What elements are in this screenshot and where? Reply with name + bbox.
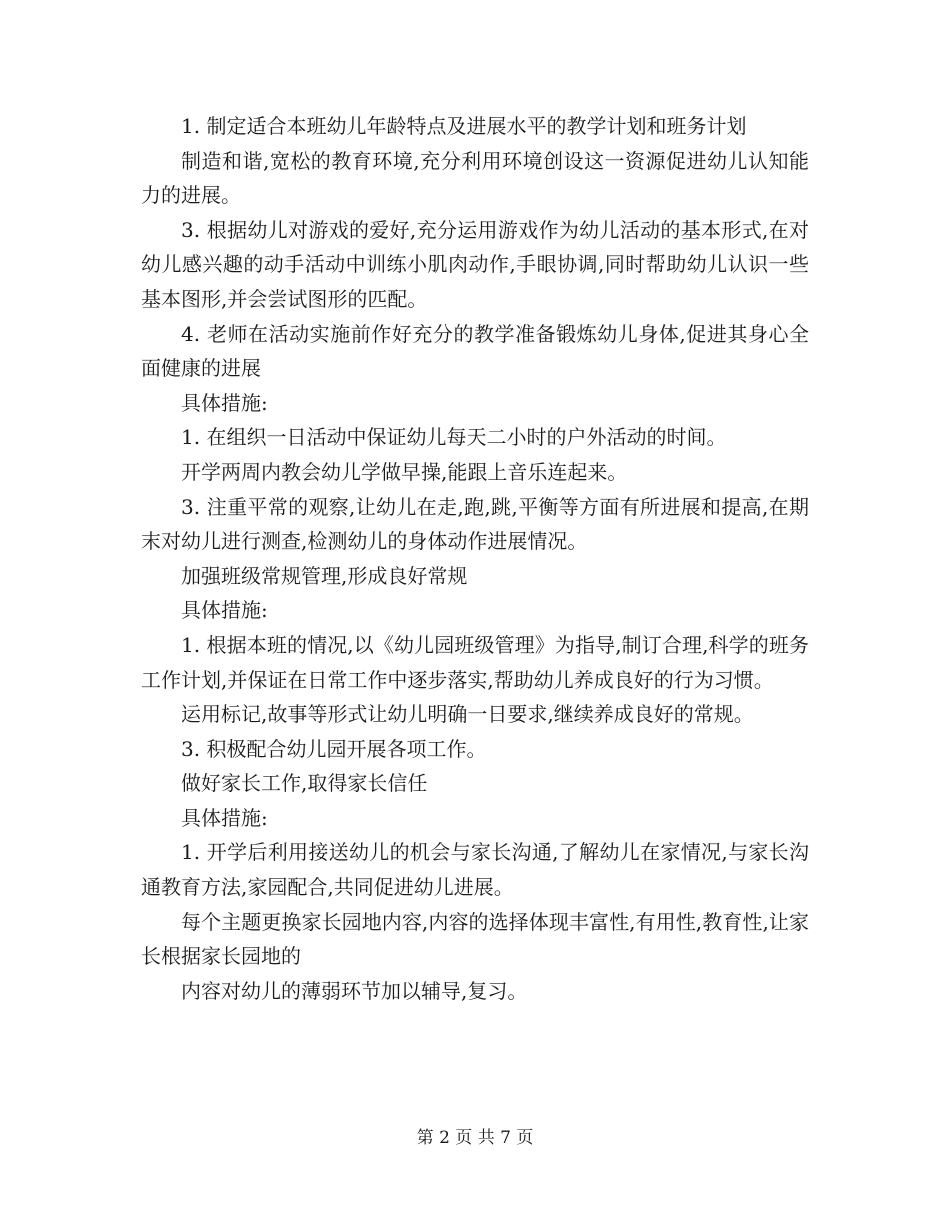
- heading-measures-3: 具体措施:: [181, 805, 268, 830]
- paragraph-environment: 制造和谐,宽松的教育环境,充分利用环境创设这一资源促进幼儿认知能力的进展。: [141, 148, 809, 208]
- paragraph-morning-exercise: 开学两周内教会幼儿学做早操,能跟上音乐连起来。: [181, 459, 628, 484]
- paragraph-plan-item-4: 4. 老师在活动实施前作好充分的教学准备锻炼幼儿身体,促进其身心全面健康的进展: [141, 321, 809, 381]
- heading-parent-work: 做好家长工作,取得家长信任: [181, 771, 428, 796]
- paragraph-tutoring: 内容对幼儿的薄弱环节加以辅导,复习。: [181, 978, 528, 1003]
- paragraph-cooperate: 3. 积极配合幼儿园开展各项工作。: [181, 736, 487, 761]
- paragraph-class-management: 1. 根据本班的情况,以《幼儿园班级管理》为指导,制订合理,科学的班务工作计划,并保证在日常工作中逐步落实,帮助幼儿养成良好的行为习惯。: [141, 632, 809, 692]
- paragraph-plan-item-1: 1. 制定适合本班幼儿年龄特点及进展水平的教学计划和班务计划: [181, 114, 747, 138]
- heading-class-routine: 加强班级常规管理,形成良好常规: [181, 563, 468, 588]
- heading-measures-2: 具体措施:: [181, 598, 268, 623]
- paragraph-outdoor-activity: 1. 在组织一日活动中保证幼儿每天二小时的户外活动的时间。: [181, 425, 727, 450]
- page-number-footer: 第 2 页 共 7 页: [416, 1128, 534, 1148]
- heading-measures-1: 具体措施:: [181, 390, 268, 415]
- paragraph-parent-communication: 1. 开学后利用接送幼儿的机会与家长沟通,了解幼儿在家情况,与家长沟通教育方法,家园配合,共同促进幼儿进展。: [141, 840, 809, 900]
- paragraph-parent-garden: 每个主题更换家长园地内容,内容的选择体现丰富性,有用性,教育性,让家长根据家长园地的: [141, 909, 809, 969]
- paragraph-plan-item-3: 3. 根据幼儿对游戏的爱好,充分运用游戏作为幼儿活动的基本形式,在对幼儿感兴趣的动手活动中训练小肌肉动作,手眼协调,同时帮助幼儿认识一些基本图形,并会尝试图形的匹配。: [141, 217, 809, 311]
- document-body: [141, 109, 809, 1008]
- paragraph-observation: 3. 注重平常的观察,让幼儿在走,跑,跳,平衡等方面有所进展和提高,在期末对幼儿进行测查,检测幼儿的身体动作进展情况。: [141, 494, 809, 554]
- paragraph-daily-requirements: 运用标记,故事等形式让幼儿明确一日要求,继续养成良好的常规。: [181, 702, 754, 727]
